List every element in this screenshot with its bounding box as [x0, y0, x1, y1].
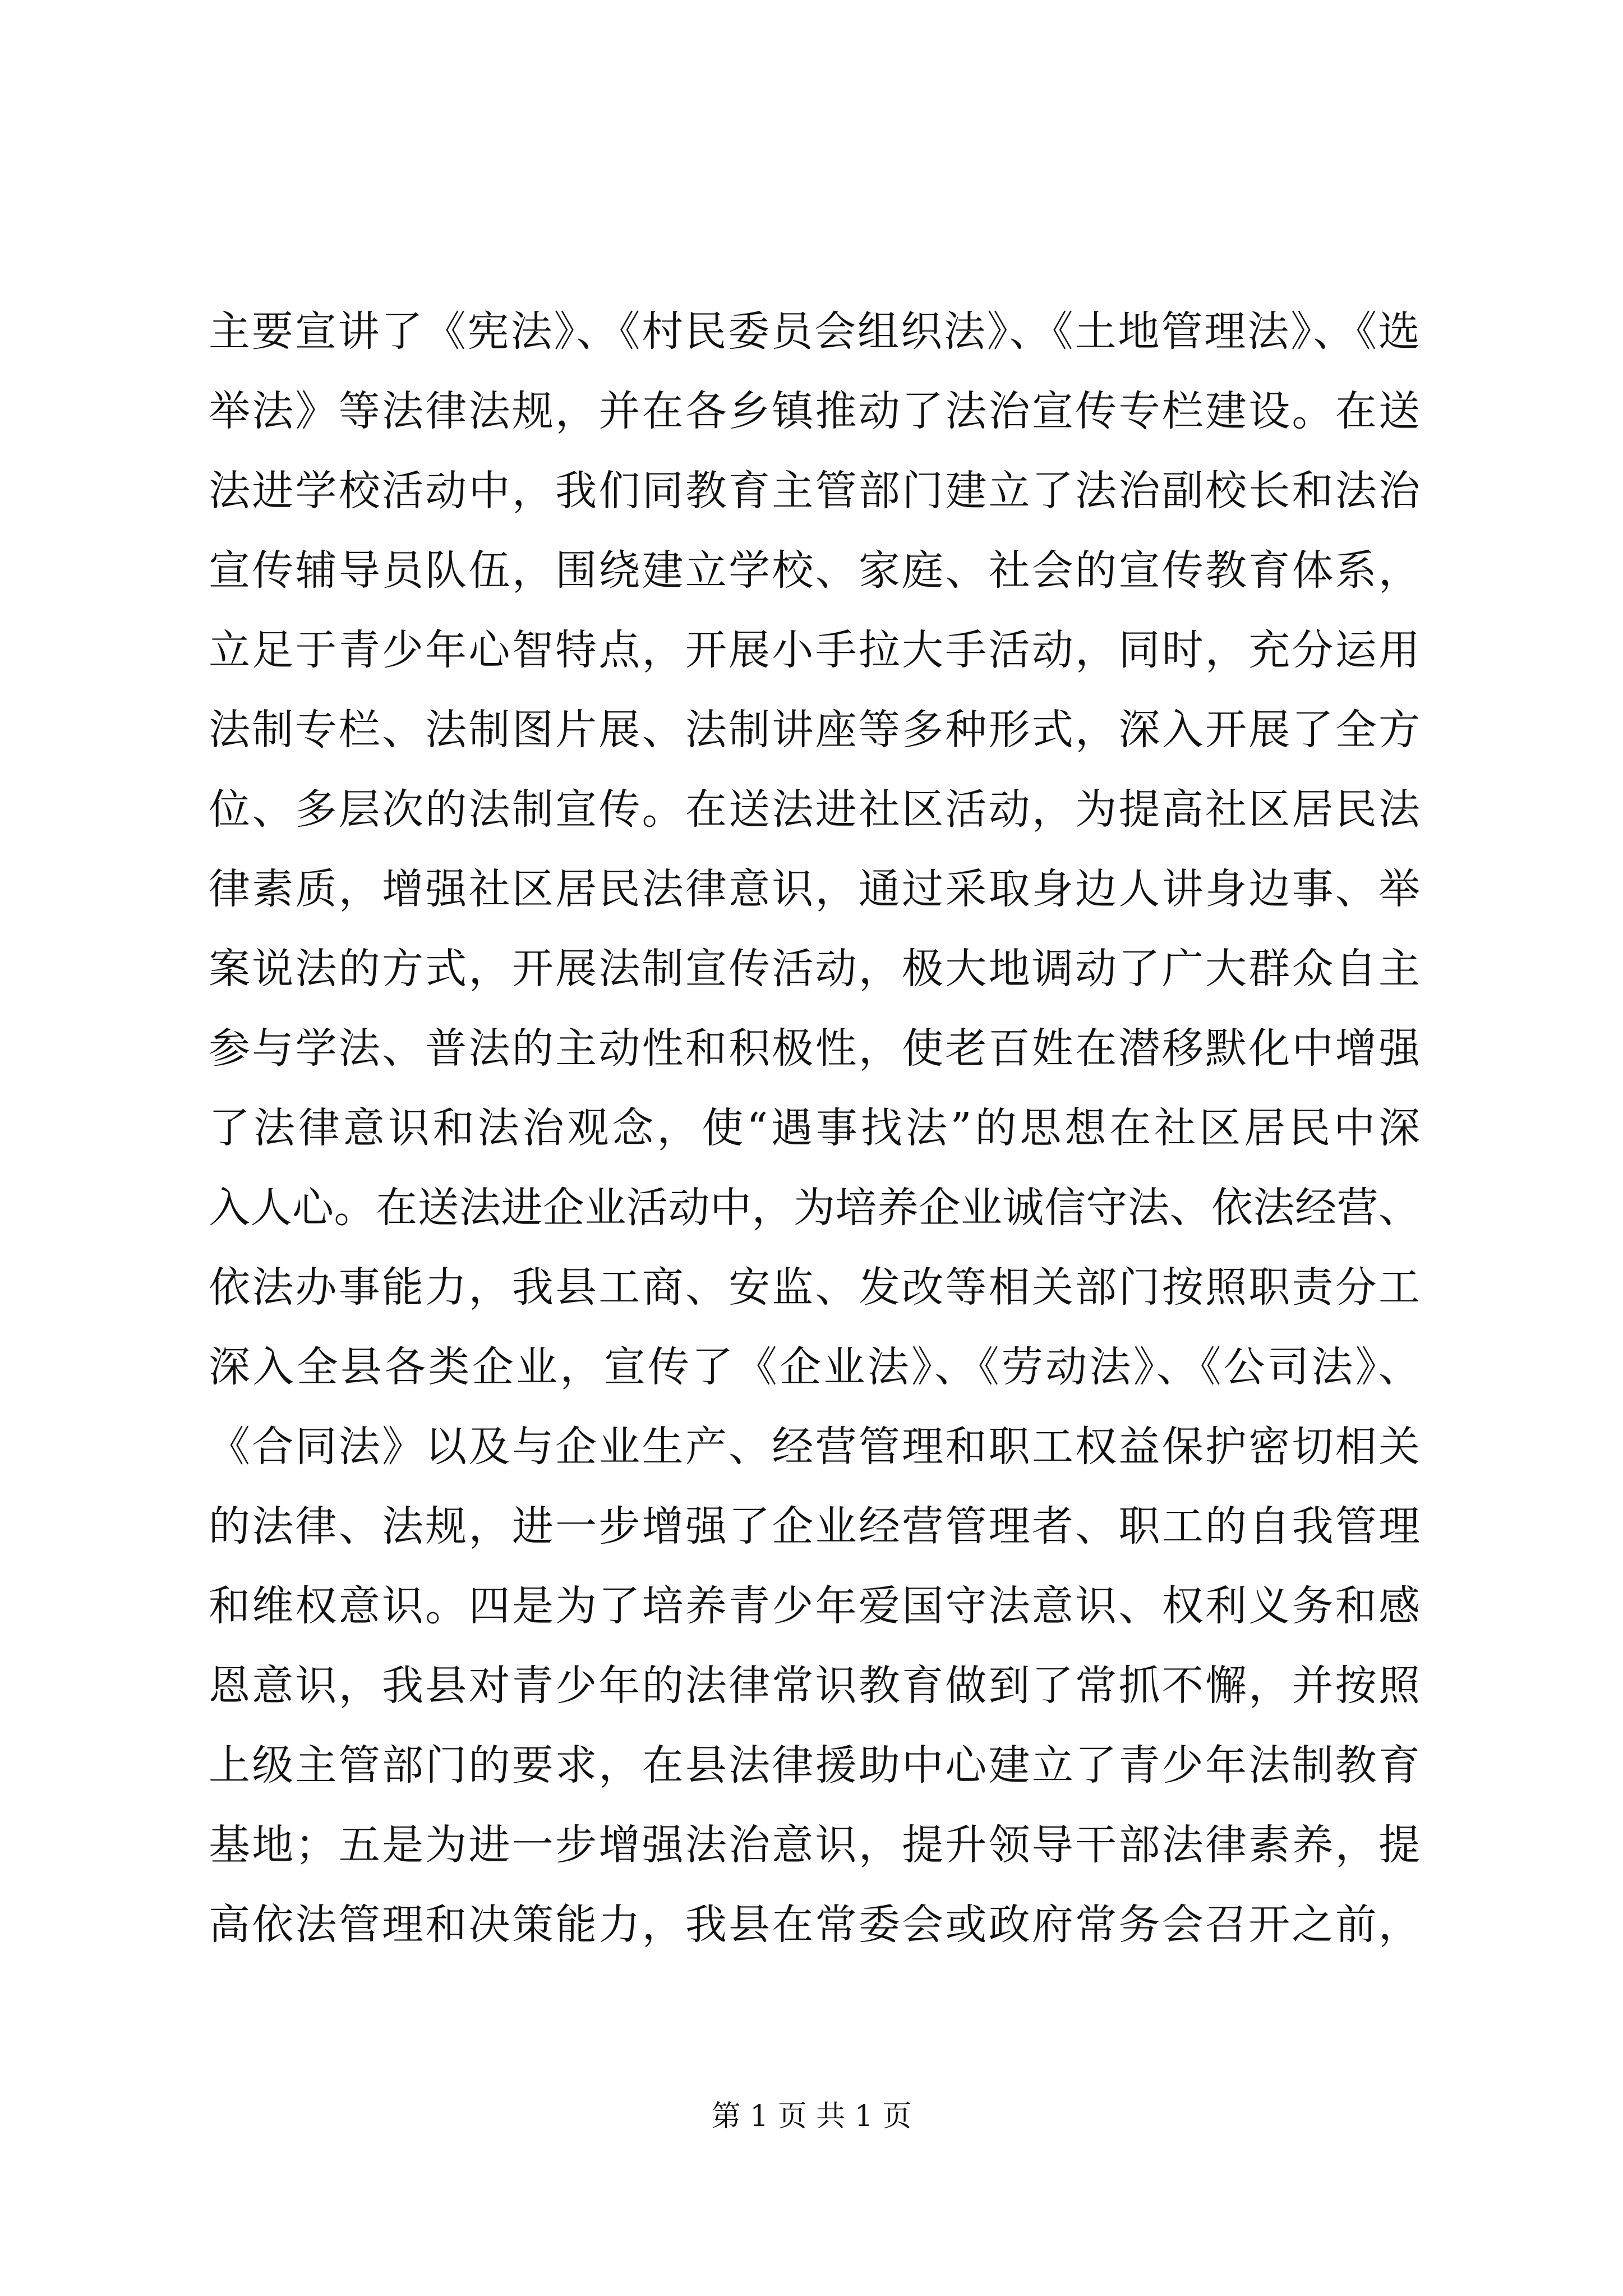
text-line-10: 参与学法、普法的主动性和积极性，使老百姓在潜移默化中增强: [209, 1024, 1420, 1073]
page-footer: [0, 2097, 1623, 2136]
text-line-15: 《合同法》以及与企业生产、经营管理和职工权益保护密切相关: [209, 1423, 1420, 1471]
text-line-6: 法制专栏、法制图片展、法制讲座等多种形式，深入开展了全方: [209, 706, 1420, 754]
text-line-16: 的法律、法规，进一步增强了企业经营管理者、职工的自我管理: [209, 1502, 1420, 1550]
text-line-12: 入人心。在送法进企业活动中，为培养企业诚信守法、依法经营、: [209, 1184, 1420, 1232]
text-line-13: 依法办事能力，我县工商、安监、发改等相关部门按照职责分工: [209, 1263, 1420, 1312]
text-line-2: 举法》等法律法规，并在各乡镇推动了法治宣传专栏建设。在送: [209, 387, 1420, 435]
text-line-21: 高依法管理和决策能力，我县在常委会或政府常务会召开之前，: [209, 1901, 1420, 1949]
text-line-14: 深入全县各类企业，宣传了《企业法》、《劳动法》、《公司法》、: [209, 1343, 1420, 1391]
text-line-8: 律素质，增强社区居民法律意识，通过采取身边人讲身边事、举: [209, 865, 1420, 913]
text-line-7: 位、多层次的法制宣传。在送法进社区活动，为提高社区居民法: [209, 785, 1420, 834]
text-line-18: 恩意识，我县对青少年的法律常识教育做到了常抓不懈，并按照: [209, 1662, 1420, 1710]
text-line-4: 宣传辅导员队伍，围绕建立学校、家庭、社会的宣传教育体系，: [209, 546, 1420, 595]
text-line-3: 法进学校活动中，我们同教育主管部门建立了法治副校长和法治: [209, 467, 1420, 515]
text-line-19: 上级主管部门的要求，在县法律援助中心建立了青少年法制教育: [209, 1741, 1420, 1789]
page-number-label: 第 1 页 共 1 页: [711, 2100, 912, 2133]
body-text: [209, 292, 1420, 1964]
text-line-1: 主要宣讲了《宪法》、《村民委员会组织法》、《土地管理法》、《选: [209, 307, 1420, 356]
text-line-17: 和维权意识。四是为了培养青少年爱国守法意识、权利义务和感: [209, 1582, 1420, 1630]
text-line-9: 案说法的方式，开展法制宣传活动，极大地调动了广大群众自主: [209, 945, 1420, 993]
text-line-11: 了法律意识和法治观念，使“遇事找法”的思想在社区居民中深: [209, 1104, 1420, 1152]
text-line-20: 基地；五是为进一步增强法治意识，提升领导干部法律素养，提: [209, 1821, 1420, 1869]
text-line-5: 立足于青少年心智特点，开展小手拉大手活动，同时，充分运用: [209, 626, 1420, 674]
